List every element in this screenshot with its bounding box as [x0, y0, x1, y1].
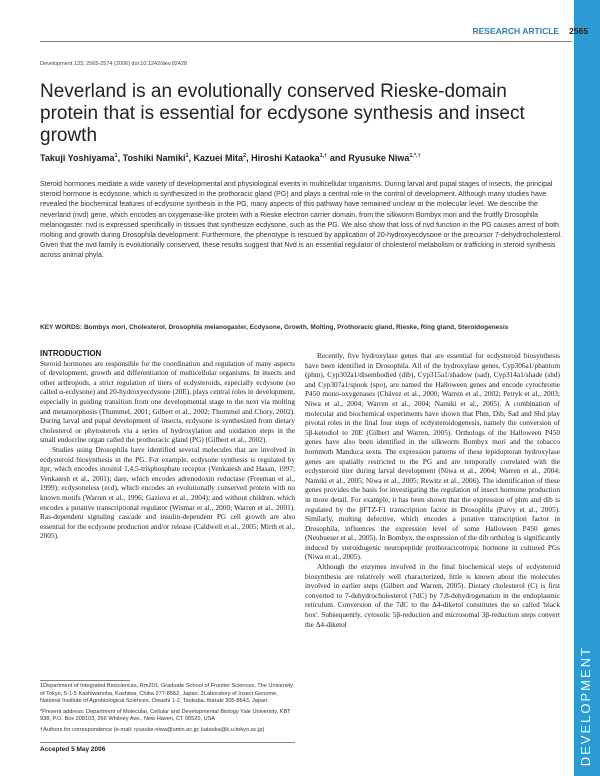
journal-sidebar-label: DEVELOPMENT — [578, 645, 593, 766]
author-affiliation-mark: 1 — [114, 153, 118, 159]
intro-paragraph-2: Studies using Drosophila have identified several molecules that are involved in ecdysteroid biosynthesis in the PG. For example, ecdysone synthesis is regulated by itpr, which encodes inositol 1,4,5-trisphosphate receptor (Venkatesh and Hasan, 1997; Venkatesh et al., 2001); dare, which encodes adrenodoxin reductase (Freeman et al., 1999); ecdysoneless (ecd), which encodes an evolutionally conserved protein with no known motifs (Warren et al., 1996; Gaziova et al., 2004); and without children, which encodes a putative transcriptional regulator (Wismar et al., 2000; Warren et al., 2001). Ras-dependent signaling cascade and insulin-dependent PG cell growth are also essential for the ecdysone production and/or release (Caldwell et al., 2005; Mirth et al., 2005). — [40, 444, 295, 541]
abstract: Steroid hormones mediate a wide variety of developmental and physiological events in multicellular organisms. During larval and pupal stages of insects, the principal steroid hormone is ecdysone, which is synthesized in the prothoracic gland (PG) and plays a central role in the control of development. Although many studies have revealed the biochemical features of ecdysone synthesis in the PG, many aspects of this pathway have remained unclear at the molecular level. We describe the neverland (nvd) gene, which encodes an oxygenase-like protein with a Rieske electron carrier domain, from the silkworm Bombyx mori and the fruitfly Drosophila melanogaster. nvd is expressed specifically in tissues that synthesize ecdysone, such as the PG. We also show that loss of nvd function in the PG causes arrest of both molting and growth during Drosophila development. Furthermore, the phenotype is rescued by application of 20-hydroxyecdysone or the precursor 7-dehydrocholesterol. Given that the nvd family is evolutionally conserved, these results suggest that Nvd is an essential regulator of cholesterol metabolism or trafficking in steroid synthesis across animal phyla. — [40, 181, 563, 260]
author-name: Toshiki Namiki — [122, 153, 186, 163]
page-number: 2565 — [569, 26, 588, 36]
accepted-date: Accepted 5 May 2006 — [40, 746, 106, 753]
author-name: Takuji Yoshiyama — [40, 153, 115, 163]
running-header — [40, 26, 588, 40]
author-name: Ryusuke Niwa — [348, 153, 410, 163]
section-label: RESEARCH ARTICLE — [472, 26, 560, 36]
footnote-present-address: *Present address: Department of Molecular, Cellular and Developmental Biology Yale University, KBT 938, P.O. Box 208103, 266 Whitney Ave., New Haven, CT 06520, USA — [40, 708, 291, 723]
intro-paragraph-4: Although the enzymes involved in the final biochemical steps of ecdysteroid biosynthesis are relatively well characterized, little is known about the molecules involved in earlier steps (Gilbert and Warren, 2005). Dietary cholesterol (C) is first converted to 7-dehydrocholesterol (7dC) by 7,8-dehydrogenation in the endoplasmic reticulum. Conversion of the 7dC to the Δ4-diketol constitutes the so called 'black box'. Subsequently, cytosolic 5β-reduction and microsomal 3β-reduction steps convert the Δ4-diketol — [305, 562, 560, 629]
keywords: KEY WORDS: Bombyx mori, Cholesterol, Drosophila melanogaster, Ecdysone, Growth, Molting, Prothoracic gland, Rieske, Ring gland, Steroidogenesis — [40, 324, 509, 331]
intro-paragraph-3: Recently, five hydroxylase genes that are essential for ecdysteroid biosynthesis have been identified in Drosophila. All of the hydroxylase genes, Cyp306a1/phantom (phm), Cyp302a1/disembodied (dib), Cyp315a1/shadow (sad), Cyp314a1/shade (shd) and Cyp307a1/spook (spo), are named the Halloween genes and encode cytochrome P450 mono-oxygenases (Chávez et al., 2000; Warren et al., 2002; Petryk et al., 2003; Niwa et al., 2004; Warren et al., 2004; Namiki et al., 2005). A combination of molecular and biochemical experiments have shown that Phm, Dib, Sad and Shd play pivotal roles in the final four steps of ecdysteroidogenesis, namely the conversion of 5β-ketodiol to 20E (Gilbert and Warren, 2005). Orthologs of the Halloween P450 genes have also been identified in the silkworm Bombyx mori and the tobacco hornmoth Manduca sexta. The expression patterns of these lepidopteran hydroxylase genes are spatially restricted to the PG and are temporally correlated with the ecdysteroid titer during larval development (Niwa et al., 2004; Warren et al., 2004; Namiki et al., 2005; Niwa et al., 2005; Rewitz et al., 2006). The identification of these genes provides the basis for investigating the regulation of insect hormone production in more detail. For example, it has been shown that the expression of phm and dib is regulated by the βFTZ-F1 transcription factor in Drosophila (Parvy et al., 2005). Similarly, molting defective, which encodes a putative transcription factor in Drosophila, influences the expression level of some Halloween P450 genes (Neubueser et al., 2005). In Bombyx, the expression of the dib ortholog is significantly induced by steroidogenic neuropeptide prothoracicotropic hormone in cultured PGs (Niwa et al., 2005). — [305, 351, 560, 562]
left-column — [40, 349, 295, 541]
author-affiliation-mark: 1 — [185, 153, 189, 159]
citation-line: Development 133, 2565-2574 (2006) doi:10.1242/dev.02428 — [40, 61, 187, 67]
author-name: Kazuei Mita — [193, 153, 244, 163]
author-affiliation-mark: 2 — [243, 153, 247, 159]
right-column — [305, 351, 560, 629]
author-list: Takuji Yoshiyama$^1$, Toshiki Namiki$^1$, Kazuei Mita$^2$, Hiroshi Kataoka$^{1,\dagger}$ and Ryusuke Niwa$^{1,*,\dagger}$ — [40, 153, 421, 163]
footnote-correspondence: †Authors for correspondence (e-mail: ryusuke-niwa@umin.ac.jp; kataoka@k.u-tokyo.ac.jp) — [40, 726, 265, 733]
author-affiliation-mark: 1,*,† — [409, 153, 421, 159]
intro-paragraph-1: Steroid hormones are responsible for the coordination and regulation of many aspects of development, growth and differentiation of multicellular organisms. In insects and other arthropods, a strict regulation of titers of ecdysteroids, especially ecdysone (so called α-ecdysone) and 20-hydroxyecdysone (20E), plays central roles in development, especially in guiding transition from one developmental stage to the next via molting and metamorphosis (Thummel, 2001; Gilbert et al., 2002; Thummel and Chory, 2002). During larval and pupal development of insects, ecdysone is synthesized from dietary cholesterol or phytosterols via a series of hydroxylation and oxidation steps in the small endocrine organ called the prothoracic gland (PG) (Gilbert et al., 2002). — [40, 358, 295, 445]
footnotes — [40, 683, 295, 738]
footnote-rule — [40, 680, 130, 681]
accepted-rule — [40, 742, 295, 743]
author-affiliation-mark: 1,† — [319, 153, 328, 159]
footnote-affiliations: 1Department of Integrated Biosciences, Rm201, Graduate School of Frontier Sciences, The University of Tokyo, 5-1-5 Kashiwanoha, Kashiwa, Chiba 277-8562, Japan. 2Laboratory of Insect Genome, National Institute of Agrobiological Sciences, Owashi 1-2, Tsukuba, Ibaraki 305-8643, Japan. — [40, 683, 293, 705]
author-name: Hiroshi Kataoka — [251, 153, 320, 163]
article-title: Neverland is an evolutionally conserved Rieske-domain protein that is essential for ecdysone synthesis and insect growth — [40, 81, 525, 146]
section-heading-introduction: INTRODUCTION — [40, 349, 102, 358]
header-rule — [40, 41, 572, 42]
